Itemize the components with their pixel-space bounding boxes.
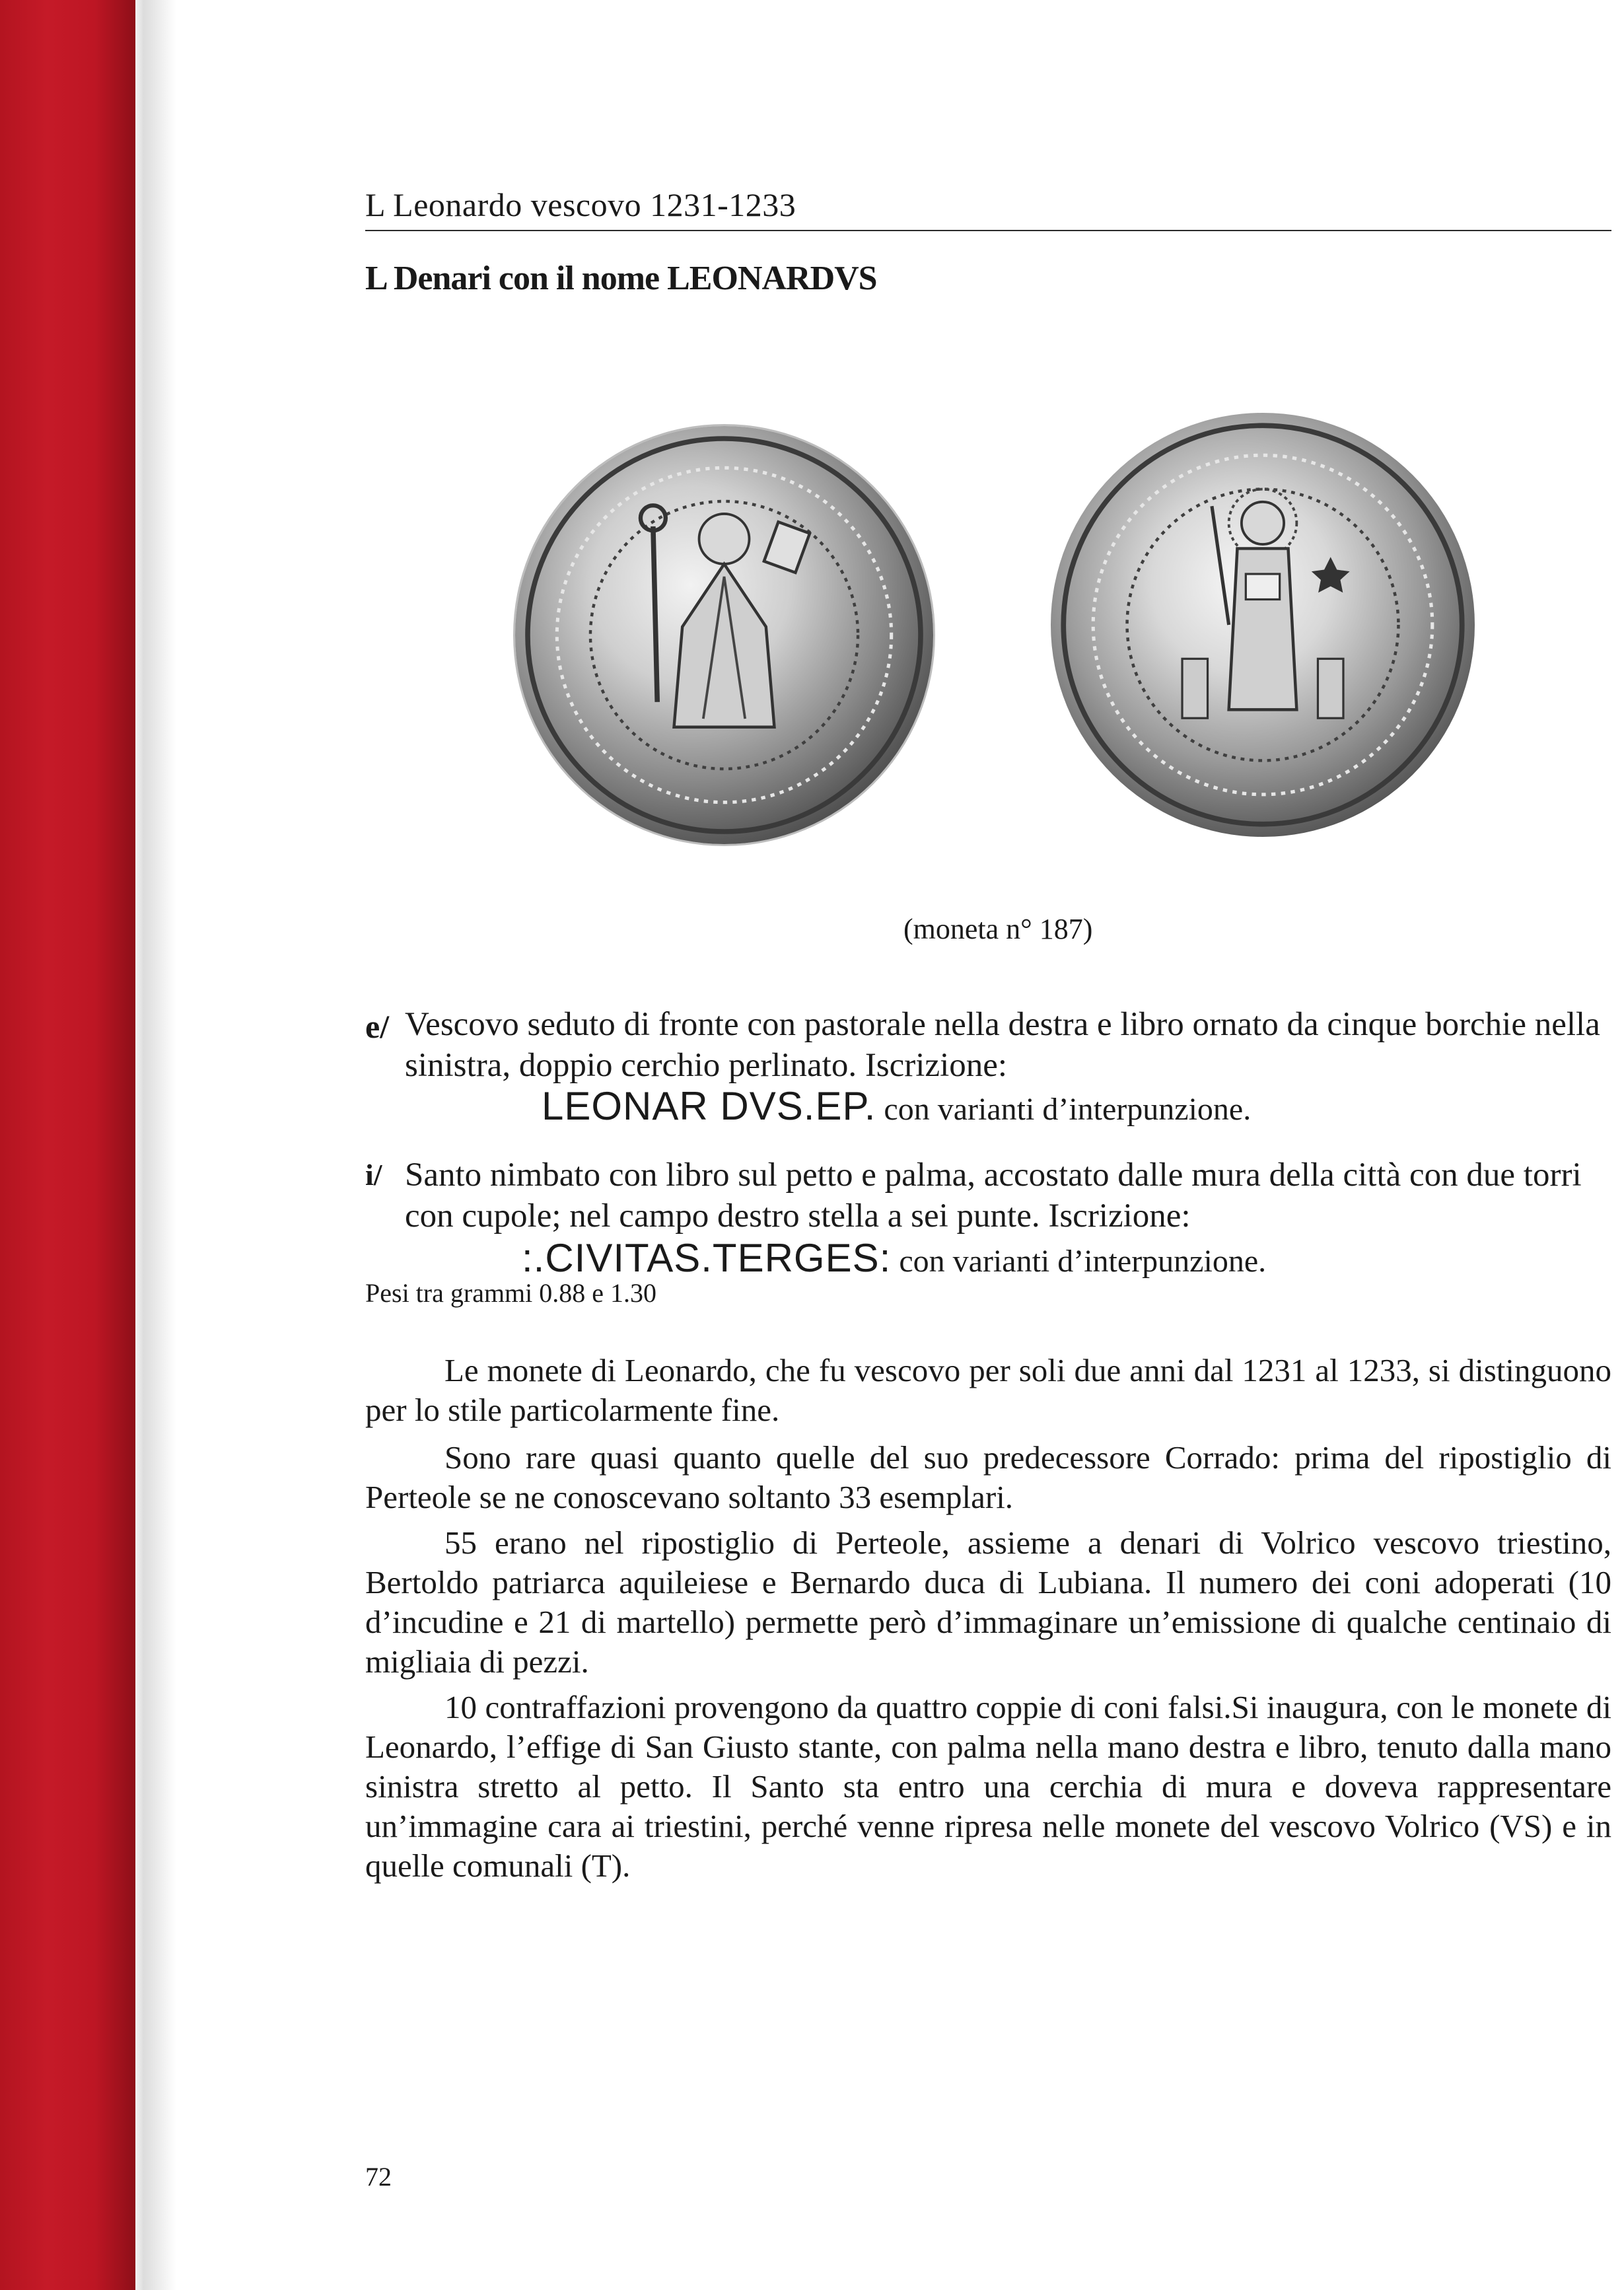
body-paragraph [365,1523,1611,1682]
coin-caption: (moneta n° 187) [903,913,1093,945]
body-paragraph-text: Sono rare quasi quanto quelle del suo predecessore Corrado: prima del ripostiglio di Perteole se ne conoscevano soltanto 33 esemplari. [365,1439,1611,1515]
running-header: L Leonardo vescovo 1231-1233 [365,186,796,223]
page-gutter-shadow [135,0,176,2290]
obverse-inscription-note: con varianti d’interpunzione. [876,1092,1252,1127]
coin-reverse-image [1051,413,1475,837]
reverse-marker: i/ [365,1158,382,1192]
body-paragraph-text: Le monete di Leonardo, che fu vescovo per soli due anni dal 1231 al 1233, si distinguono per lo stile particolarmente fine. [365,1352,1611,1428]
reverse-inscription-line [522,1235,1266,1281]
weight-range: Pesi tra grammi 0.88 e 1.30 [365,1278,657,1308]
body-paragraph-text: 10 contraffazioni provengono da quattro coppie di coni falsi.Si inaugura, con le monete di Leonardo, l’effige di San Giusto stante, con palma nella mano destra e libro, tenuto dalla mano sinistra stretto al petto. Il Santo sta entro una cerchia di mura e doveva rappresentare un’immagine cara ai triestini, perché venne ripresa nelle monete del vescovo Volrico (VS) e in quelle comunali (T). [365,1689,1611,1884]
body-paragraph [365,1438,1611,1517]
reverse-inscription-note: con varianti d’interpunzione. [891,1244,1267,1279]
header-rule [365,230,1611,231]
coin-obverse-image [515,426,933,844]
obverse-inscription: LEONAR DVS.EP. [542,1084,876,1128]
page-number: 72 [365,2162,392,2192]
obverse-description: Vescovo seduto di fronte con pastorale nella destra e libro ornato da cinque borchie nella sinistra, doppio cerchio perlinato. Iscrizione: [405,1006,1600,1084]
book-spine-red-edge [0,0,135,2290]
reverse-inscription: :.CIVITAS.TERGES: [522,1236,892,1280]
obverse-inscription-line [542,1083,1251,1129]
body-paragraph-text: 55 erano nel ripostiglio di Perteole, assieme a denari di Volrico vescovo triestino, Bertoldo patriarca aquileiese e Bernardo duca di Lubiana. Il numero dei coni adoperati (10 d’incudine e 21 di martello) permette però d’immaginare un’emissione di qualche centinaio di migliaia di pezzi. [365,1524,1611,1680]
section-title: L Denari con il nome LEONARDVS [365,260,877,297]
obverse-marker: e/ [365,1008,390,1045]
reverse-description: Santo nimbato con libro sul petto e palma, accostato dalle mura della città con due torri con cupole; nel campo destro stella a sei punte. Iscrizione: [405,1157,1582,1234]
body-paragraph [365,1351,1611,1430]
body-paragraph [365,1688,1611,1886]
